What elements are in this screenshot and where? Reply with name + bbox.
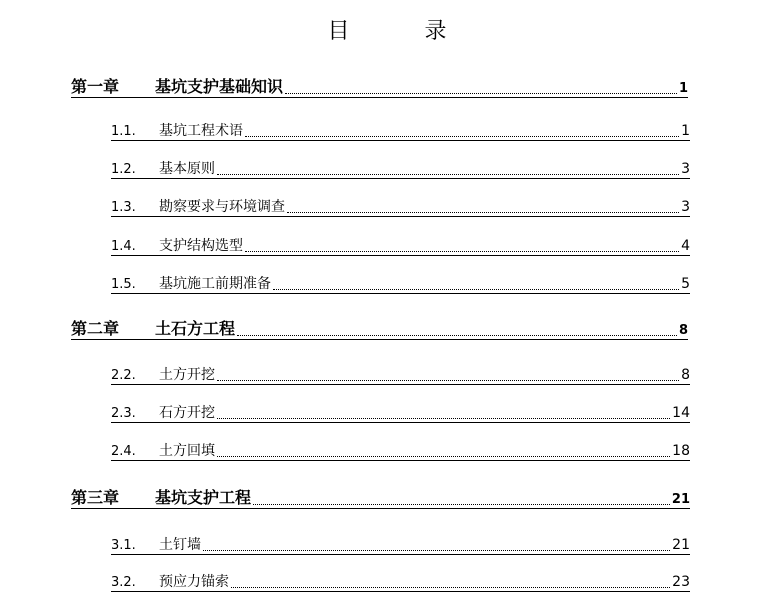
- toc-leader-dots: [245, 250, 679, 252]
- toc-entry-label: 基坑支护工程: [155, 488, 252, 507]
- toc-entry-chapter-2[interactable]: [71, 316, 688, 340]
- toc-entry-3-2[interactable]: [111, 571, 690, 592]
- toc-entry-page: 1: [678, 81, 688, 96]
- toc-entry-page: 3: [681, 161, 690, 177]
- toc-leader-dots: [285, 92, 677, 94]
- toc-entry-page: 14: [672, 405, 690, 421]
- toc-entry-number: 第三章: [71, 488, 120, 507]
- toc-entry-label: 预应力锚索: [159, 574, 229, 590]
- toc-entry-chapter-1[interactable]: [71, 74, 688, 98]
- toc-entry-label: 土方开挖: [159, 367, 215, 383]
- toc-entry-label: 基坑工程术语: [159, 123, 243, 139]
- toc-title: 目 录: [327, 19, 481, 44]
- toc-leader-dots: [253, 503, 670, 505]
- toc-entry-2-3[interactable]: [111, 402, 690, 423]
- toc-leader-dots: [217, 173, 679, 175]
- toc-entry-page: 21: [672, 537, 690, 553]
- toc-entry-number: 第二章: [71, 319, 120, 338]
- toc-entry-page: 8: [678, 323, 688, 338]
- toc-entry-1-3[interactable]: [111, 196, 690, 217]
- toc-leader-dots: [245, 135, 679, 137]
- toc-entry-label: 支护结构选型: [159, 238, 243, 254]
- toc-entry-label: 基坑施工前期准备: [159, 276, 271, 292]
- toc-entry-number: 2.3.: [111, 406, 136, 421]
- toc-entry-1-1[interactable]: [111, 120, 690, 141]
- toc-entry-number: 3.2.: [111, 575, 136, 590]
- toc-entry-label: 土钉墙: [159, 537, 201, 553]
- toc-leader-dots: [231, 586, 670, 588]
- toc-entry-page: 3: [681, 199, 690, 215]
- toc-entry-page: 1: [681, 123, 690, 139]
- toc-entry-3-1[interactable]: [111, 534, 690, 555]
- toc-entry-page: 4: [681, 238, 690, 254]
- toc-entry-label: 土石方工程: [155, 319, 236, 338]
- toc-entry-number: 2.2.: [111, 368, 136, 383]
- toc-entry-number: 2.4.: [111, 444, 136, 459]
- toc-entry-page: 21: [671, 492, 690, 507]
- toc-entry-number: 第一章: [71, 77, 120, 96]
- toc-entry-label: 勘察要求与环境调查: [159, 199, 285, 215]
- toc-leader-dots: [203, 549, 670, 551]
- toc-leader-dots: [217, 455, 670, 457]
- toc-leader-dots: [273, 288, 679, 290]
- toc-entry-number: 1.5.: [111, 277, 136, 292]
- toc-entry-chapter-3[interactable]: [71, 485, 690, 509]
- toc-leader-dots: [287, 211, 679, 213]
- toc-entry-2-4[interactable]: [111, 440, 690, 461]
- toc-entry-label: 基本原则: [159, 161, 215, 177]
- toc-entry-2-2[interactable]: [111, 364, 690, 385]
- toc-entry-number: 3.1.: [111, 538, 136, 553]
- toc-entry-1-5[interactable]: [111, 273, 690, 294]
- toc-entry-1-2[interactable]: [111, 158, 690, 179]
- toc-entry-1-4[interactable]: [111, 235, 690, 256]
- toc-entry-label: 石方开挖: [159, 405, 215, 421]
- toc-entry-number: 1.3.: [111, 200, 136, 215]
- toc-leader-dots: [217, 417, 670, 419]
- toc-entry-page: 18: [672, 443, 690, 459]
- toc-leader-dots: [217, 379, 679, 381]
- toc-entry-number: 1.2.: [111, 162, 136, 177]
- toc-entry-page: 5: [681, 276, 690, 292]
- toc-leader-dots: [237, 334, 677, 336]
- toc-entry-label: 基坑支护基础知识: [155, 77, 284, 96]
- toc-entry-label: 土方回填: [159, 443, 215, 459]
- toc-entry-number: 1.4.: [111, 239, 136, 254]
- toc-entry-number: 1.1.: [111, 124, 136, 139]
- toc-entry-page: 23: [672, 574, 690, 590]
- toc-entry-page: 8: [681, 367, 690, 383]
